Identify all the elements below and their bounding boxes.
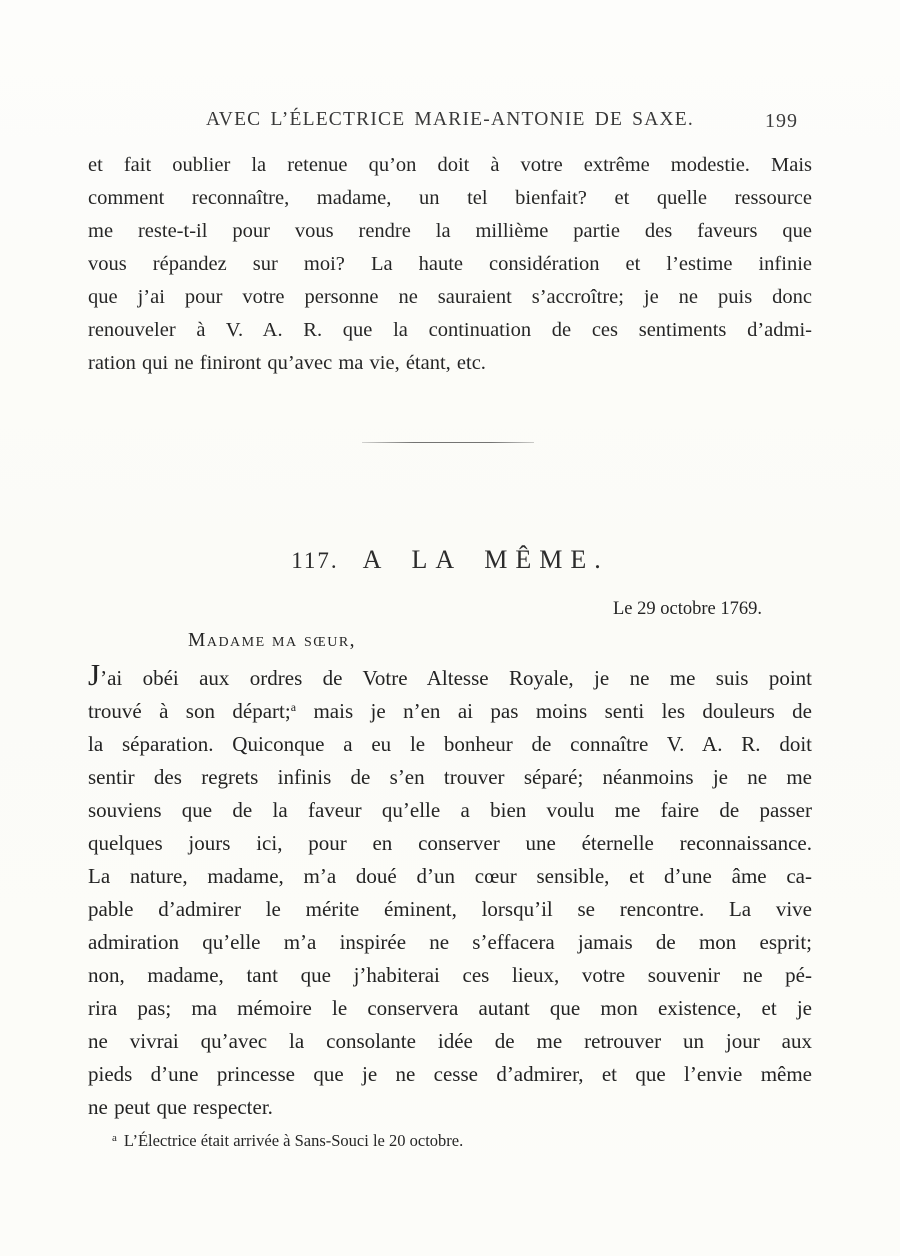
letter-body [88,657,812,1124]
text-line: non, madame, tant que j’habiterai ces lieux, votre souvenir ne pé- [88,963,812,987]
letter-title: A LA MÊME. [362,545,609,574]
running-title: AVEC L’ÉLECTRICE MARIE-ANTONIE DE SAXE. [206,109,694,130]
text-line: La nature, madame, m’a doué d’un cœur sensible, et d’une âme ca- [88,864,812,888]
drop-cap: J [88,657,101,692]
text-segment: mais je n’en ai pas moins senti les douleurs de [296,699,812,723]
text-line: et fait oublier la retenue qu’on doit à votre extrême modestie. Mais [88,154,812,176]
dateline-text: Le 29 octobre 1769. [613,599,762,619]
section-divider [362,442,534,443]
previous-letter-paragraph [88,149,812,380]
salutation: Madame ma sœur, [188,630,357,651]
letter-heading [88,545,812,575]
text-line-rest: ’ai obéi aux ordres de Votre Altesse Royale, je ne me suis point [100,666,812,690]
text-line: souviens que de la faveur qu’elle a bien voulu me faire de passer [88,798,812,822]
text-line: ne vivrai qu’avec la consolante idée de me retrouver un jour aux [88,1029,812,1053]
text-line: me reste-t-il pour vous rendre la millième partie des faveurs que [88,220,812,242]
footnote-reference: a [290,700,297,714]
running-head [88,109,812,137]
text-line: sentir des regrets infinis de s’en trouver séparé; néanmoins je ne me [88,765,812,789]
text-line: admiration qu’elle m’a inspirée ne s’effacera jamais de mon esprit; [88,930,812,954]
text-line: vous répandez sur moi? La haute considération et l’estime infinie [88,253,812,275]
footnote [112,1131,812,1151]
text-line: que j’ai pour votre personne ne sauraient s’accroître; je ne puis donc [88,286,812,308]
page-number: 199 [765,110,798,132]
footnote-marker: a [112,1132,117,1144]
footnote-text: L’Électrice était arrivée à Sans-Souci le 20 octobre. [123,1131,464,1150]
text-line: la séparation. Quiconque a eu le bonheur de connaître V. A. R. doit [88,732,812,756]
text-line: ration qui ne finiront qu’avec ma vie, étant, etc. [88,352,486,374]
letter-number: 117. [291,548,339,573]
dateline [88,599,812,620]
text-line: quelques jours ici, pour en conserver une éternelle reconnaissance. [88,831,812,855]
text-line: renouveler à V. A. R. que la continuation de ces sentiments d’admi- [88,319,812,341]
text-line: pable d’admirer le mérite éminent, lorsqu’il se rencontre. La vive [88,897,812,921]
text-line: pieds d’une princesse que je ne cesse d’admirer, et que l’envie même [88,1062,812,1086]
text-line: ne peut que respecter. [88,1095,273,1119]
text-line: comment reconnaître, madame, un tel bienfait? et quelle ressource [88,187,812,209]
text-segment: trouvé à son départ; [88,699,291,723]
text-line [88,695,812,728]
text-line: rira pas; ma mémoire le conservera autant que mon existence, et je [88,996,812,1020]
text-line [88,657,812,695]
